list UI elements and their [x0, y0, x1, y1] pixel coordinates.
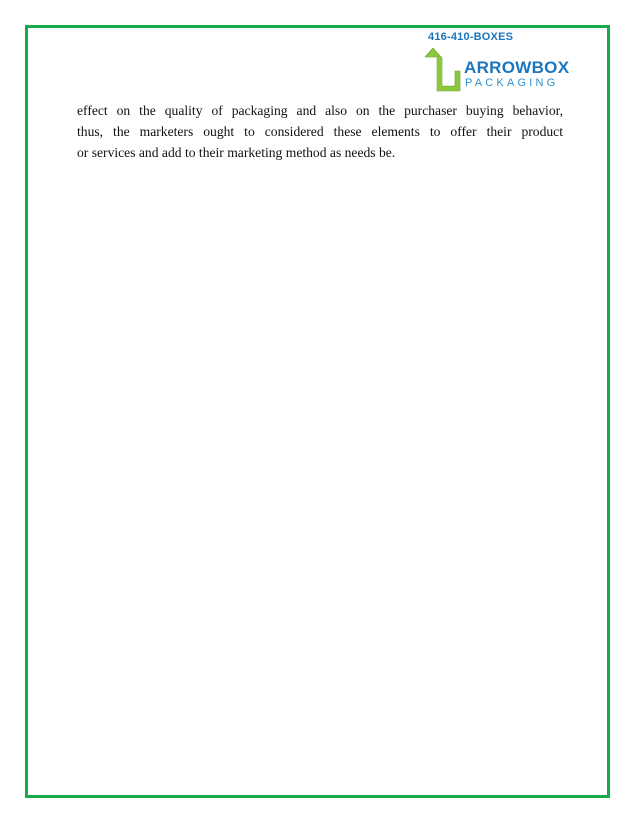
- body-paragraph: [77, 100, 563, 163]
- logo-tagline: PACKAGING: [465, 77, 559, 89]
- logo-brand-name: ARROWBOX: [464, 58, 570, 77]
- paragraph-line: thus, the marketers ought to considered these elements to offer their product: [77, 124, 563, 139]
- arrow-box-icon: [424, 47, 462, 97]
- paragraph-line: or services and add to their marketing method as needs be.: [77, 145, 396, 160]
- arrowbox-logo: [424, 31, 574, 99]
- paragraph-line: effect on the quality of packaging and also on the purchaser buying behavior,: [77, 103, 563, 118]
- logo-phone-number: 416-410-BOXES: [428, 31, 514, 43]
